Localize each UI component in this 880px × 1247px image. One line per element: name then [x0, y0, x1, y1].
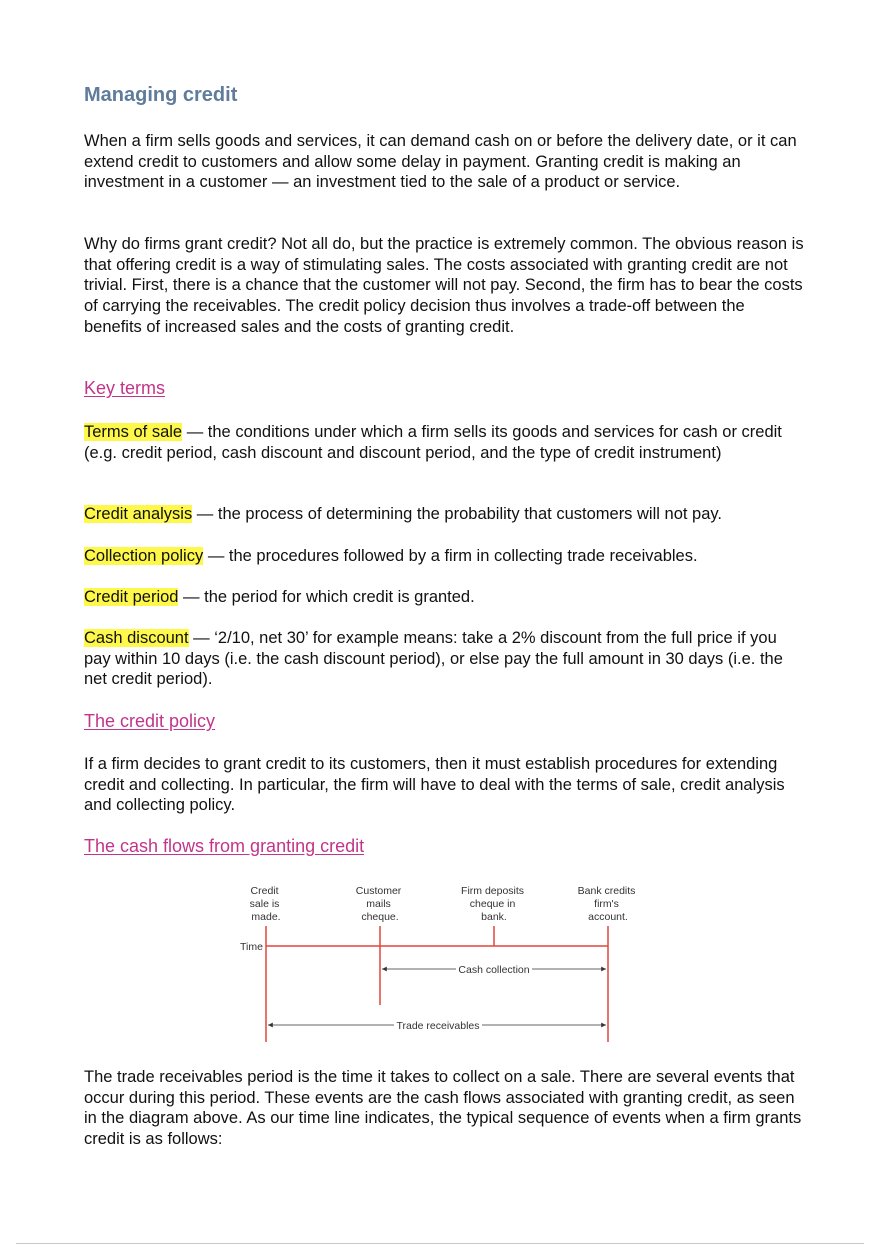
credit-policy-heading[interactable]: The credit policy: [84, 711, 216, 731]
term-definition: — the conditions under which a firm sells its goods and services for cash or credit (e.g. credit period, cash discount and discount period, and the type of credit instrument): [84, 423, 782, 462]
term-label: Credit analysis: [84, 505, 193, 523]
event-label-firm-deposits: Firm deposits cheque in bank.: [461, 885, 525, 923]
term-label: Credit period: [84, 588, 179, 606]
intro-paragraph-2: Why do firms grant credit? Not all do, but the practice is extremely common. The obvious reason is that offering credit is a way of stimulating sales. The costs associated with granting credit are not trivial. First, there is a chance that the customer will not pay. Second, the firm has to bear the costs of carrying the receivables. The credit policy decision thus involves a trade-off between the benefits of increased sales and the costs of granting credit.: [84, 235, 804, 336]
credit-policy-paragraph: If a firm decides to grant credit to its customers, then it must establish procedures for extending credit and collecting. In particular, the firm will have to deal with the terms of sale, credit analysis and collecting policy.: [84, 755, 785, 815]
key-terms-heading[interactable]: Key terms: [84, 378, 166, 398]
term-definition: — ‘2/10, net 30’ for example means: take a 2% discount from the full price if you pay within 10 days (i.e. the cash discount period), or else pay the full amount in 30 days (i.e. the net credit period).: [84, 629, 783, 689]
term-label: Cash discount: [84, 629, 189, 647]
term-definition: — the process of determining the probability that customers will not pay.: [192, 505, 722, 523]
term-definition: — the procedures followed by a firm in collecting trade receivables.: [203, 547, 698, 565]
term-definition: — the period for which credit is granted.: [178, 588, 475, 606]
term-label: Terms of sale: [84, 423, 183, 441]
term-label: Collection policy: [84, 547, 204, 565]
page-title: Managing credit: [84, 84, 238, 106]
event-label-bank-credits: Bank credits firm's account.: [577, 885, 636, 923]
cash-collection-label: Cash collection: [458, 964, 530, 976]
footer-divider: [16, 1243, 864, 1244]
intro-paragraph-1: When a firm sells goods and services, it can demand cash on or before the delivery date, or it can extend credit to customers and allow some delay in payment. Granting credit is making an investment in a customer — an investment tied to the sale of a product or service.: [84, 132, 797, 192]
closing-paragraph: The trade receivables period is the time it takes to collect on a sale. There are several events that occur during this period. These events are the cash flows associated with granting credit, as seen in the diagram above. As our time line indicates, the typical sequence of events when a firm grants credit is as follows:: [84, 1068, 802, 1149]
time-axis-label: Time: [240, 941, 263, 953]
trade-receivables-label: Trade receivables: [396, 1020, 480, 1032]
event-label-credit-sale: Credit sale is made.: [249, 885, 281, 923]
event-label-customer-mails: Customer mails cheque.: [355, 885, 402, 923]
cash-flows-heading[interactable]: The cash flows from granting credit: [84, 836, 365, 856]
